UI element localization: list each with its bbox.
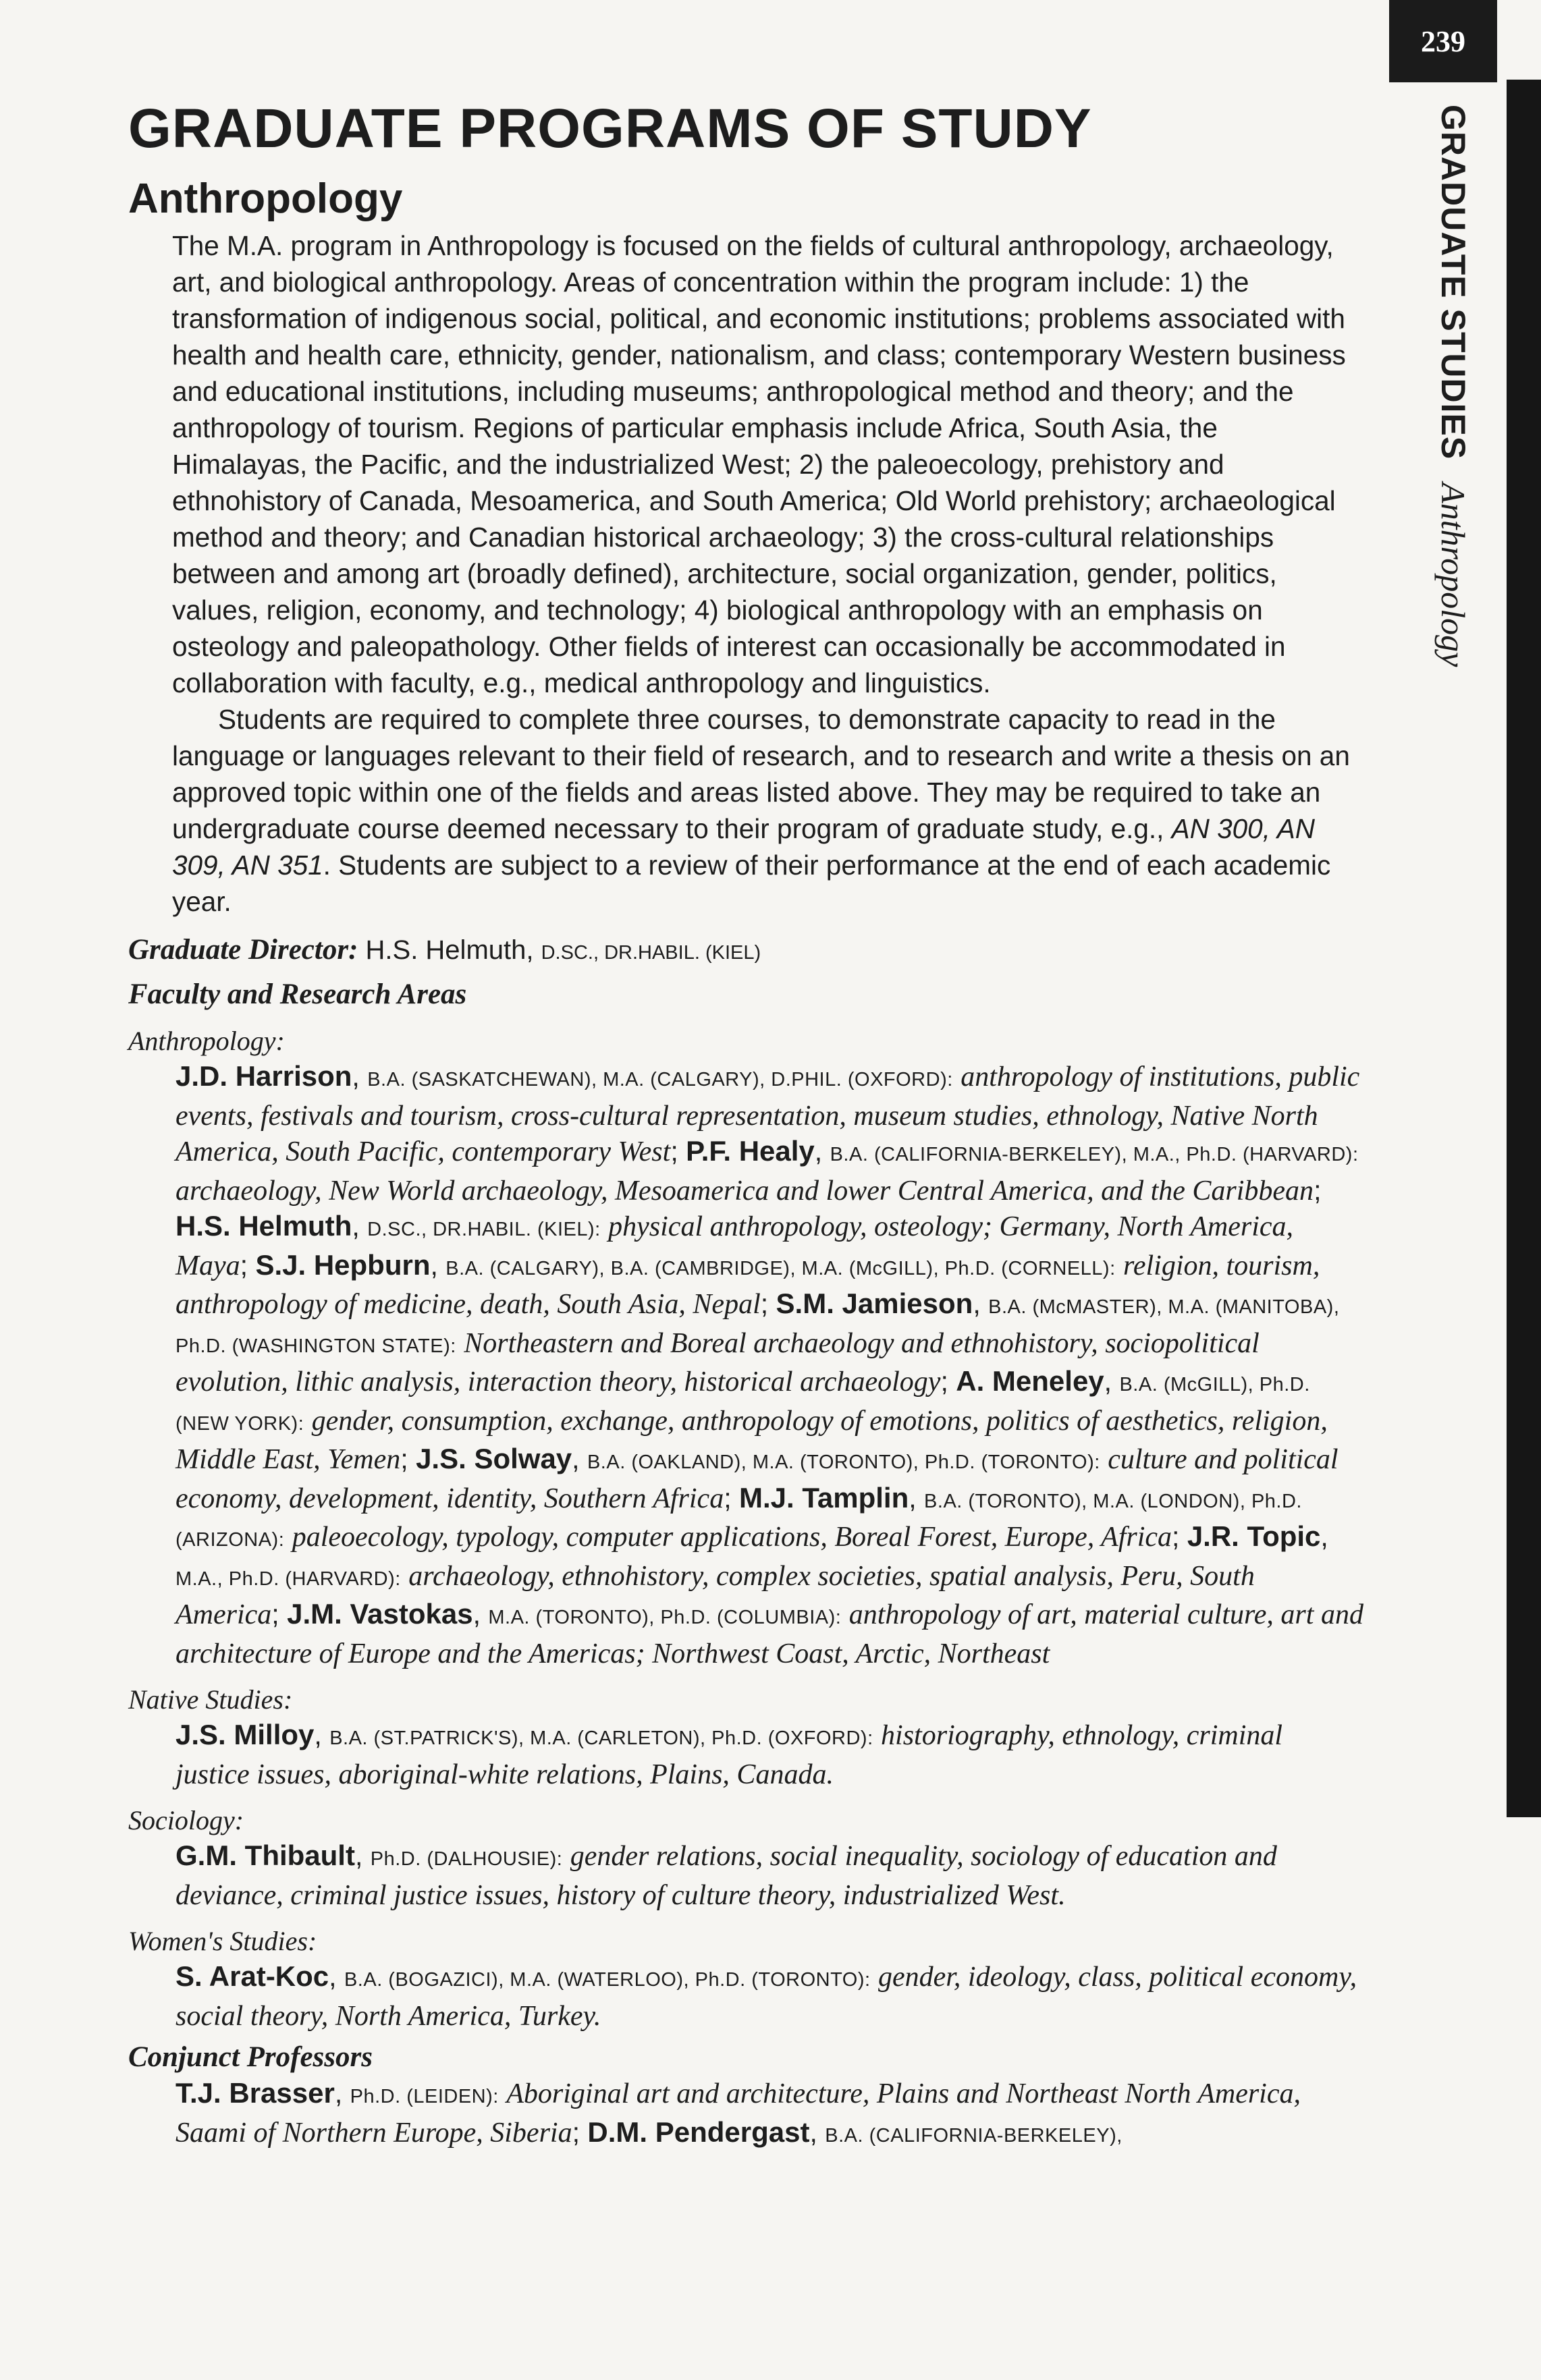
faculty-degrees: B.A. (BOGAZICI), M.A. (WATERLOO), Ph.D. (TORONTO): <box>344 1969 871 1991</box>
faculty-research-areas: physical anthropology, osteology; Germany, North America, Maya <box>175 1211 1294 1281</box>
faculty-degrees: D.SC., DR.HABIL. (KIEL): <box>367 1219 601 1241</box>
faculty-heading <box>128 976 1363 1013</box>
side-tab-subsection: Anthropology <box>1434 482 1472 667</box>
faculty-group-label: Native Studies: <box>128 1684 293 1715</box>
faculty-group-members: G.M. Thibault, Ph.D. (DALHOUSIE): gender relations, social inequality, sociology of education and deviance, criminal justice issues, history of culture theory, industrialized West. <box>175 1839 1277 1911</box>
faculty-degrees: B.A. (CALIFORNIA-BERKELEY), M.A., Ph.D. (HARVARD): <box>830 1144 1359 1166</box>
faculty-groups <box>128 1024 1363 2034</box>
faculty-degrees: B.A. (ST.PATRICK'S), M.A. (CARLETON), Ph.D. (OXFORD): <box>329 1727 873 1750</box>
faculty-name: M.J. Tamplin <box>739 1481 909 1514</box>
side-tab-section: GRADUATE STUDIES <box>1434 105 1472 460</box>
faculty-group-label: Women's Studies: <box>128 1926 317 1957</box>
faculty-name: G.M. Thibault <box>175 1839 355 1872</box>
faculty-research-areas: anthropology of art, material culture, art and architecture of Europe and the Americas; Northwest Coast, Arctic, Northeast <box>175 1599 1363 1669</box>
faculty-degrees: B.A. (CALIFORNIA-BERKELEY), <box>825 2124 1123 2147</box>
faculty-name: D.M. Pendergast <box>587 2115 810 2148</box>
faculty-research-areas: gender, ideology, class, political economy, social theory, North America, Turkey. <box>175 1962 1357 2032</box>
graduate-director-name: H.S. Helmuth, <box>365 935 534 966</box>
faculty-research-areas: gender, consumption, exchange, anthropology of emotions, politics of aesthetics, religion, Middle East, Yemen <box>175 1405 1328 1476</box>
faculty-group-label: Sociology: <box>128 1805 244 1836</box>
faculty-degrees: M.A., Ph.D. (HARVARD): <box>175 1568 401 1590</box>
faculty-name: J.S. Solway <box>416 1443 572 1475</box>
faculty-degrees: B.A. (OAKLAND), M.A. (TORONTO), Ph.D. (TORONTO): <box>587 1451 1100 1474</box>
graduate-director <box>128 932 1363 971</box>
faculty-name: S.M. Jamieson <box>776 1288 973 1320</box>
side-tab-label <box>1433 105 1474 667</box>
graduate-director-degrees: D.SC., DR.HABIL. (KIEL) <box>541 942 761 964</box>
faculty-name: T.J. Brasser <box>175 2077 335 2109</box>
faculty-research-areas: archaeology, ethnohistory, complex societies, spatial analysis, Peru, South America <box>175 1560 1255 1631</box>
faculty-group-members: J.S. Milloy, B.A. (ST.PATRICK'S), M.A. (CARLETON), Ph.D. (OXFORD): historiography, ethnology, criminal justice issues, aboriginal-white relations, Plains, Canada. <box>175 1719 1283 1790</box>
faculty-research-areas: religion, tourism, anthropology of medicine, death, South Asia, Nepal <box>175 1250 1320 1321</box>
faculty-research-areas: Aboriginal art and architecture, Plains and Northeast North America, Saami of Northern Europe, Siberia <box>175 2078 1301 2149</box>
faculty-name: J.M. Vastokas <box>287 1598 473 1630</box>
conjunct-heading <box>128 2039 1363 2076</box>
faculty-degrees: B.A. (McMASTER), M.A. (MANITOBA), Ph.D. (WASHINGTON STATE): <box>175 1296 1340 1357</box>
intro-paragraph: The M.A. program in Anthropology is focused on the fields of cultural anthropology, archaeology, art, and biological anthropology. Areas of concentration within the program include: 1) the transformation of indigenous social, political, and economic institutions; problems associated with health and health care, ethnicity, gender, nationalism, and class; contemporary Western business and educational institutions, including museums; anthropological method and theory; and the anthropology of tourism. Regions of particular emphasis include Africa, South Asia, the Himalayas, the Pacific, and the industrialized West; 2) the paleoecology, prehistory and ethnohistory of Canada, Mesoamerica, and South America; Old World prehistory; archaeological method and theory; and Canadian historical archaeology; 3) the cross-cultural relationships between and among art (broadly defined), architecture, social organization, gender, politics, values, religion, economy, and technology; 4) biological anthropology with an emphasis on osteology and paleopathology. Other fields of interest can occasionally be accommodated in collaboration with faculty, e.g., medical anthropology and linguistics. <box>172 230 1346 699</box>
faculty-degrees: B.A. (CALGARY), B.A. (CAMBRIDGE), M.A. (McGILL), Ph.D. (CORNELL): <box>445 1257 1116 1279</box>
conjunct-members: T.J. Brasser, Ph.D. (LEIDEN): Aboriginal art and architecture, Plains and Northeast North America, Saami of Northern Europe, Siberia; D.M. Pendergast, B.A. (CALIFORNIA-BERKELEY), <box>175 2077 1301 2149</box>
faculty-degrees: M.A. (TORONTO), Ph.D. (COLUMBIA): <box>488 1607 842 1629</box>
faculty-research-areas: gender relations, social inequality, sociology of education and deviance, criminal justice issues, history of culture theory, industrialized West. <box>175 1841 1277 1911</box>
faculty-name: S.J. Hepburn <box>255 1248 431 1281</box>
faculty-degrees: B.A. (SASKATCHEWAN), M.A. (CALGARY), D.PHIL. (OXFORD): <box>367 1069 953 1091</box>
faculty-name: J.D. Harrison <box>175 1060 352 1092</box>
requirements-paragraph <box>172 701 1360 920</box>
requirements-text-after: . Students are subject to a review of their performance at the end of each academic year. <box>172 850 1331 918</box>
faculty-group-members: J.D. Harrison, B.A. (SASKATCHEWAN), M.A. (CALGARY), D.PHIL. (OXFORD): anthropology of institutions, public events, festivals and tourism, cross-cultural representation, museum studies, ethnology, Native North America, South Pacific, contemporary West; P.F. Healy, B.A. (CALIFORNIA-BERKELEY), M.A., Ph.D. (HARVARD): archaeology, New World archaeology, Mesoamerica and lower Central America, and the Caribbean; H.S. Helmuth, D.SC., DR.HABIL. (KIEL): physical anthropology, osteology; Germany, North America, Maya; S.J. Hepburn, B.A. (CALGARY), B.A. (CAMBRIDGE), M.A. (McGILL), Ph.D. (CORNELL): religion, tourism, anthropology of medicine, death, South Asia, Nepal; S.M. Jamieson, B.A. (McMASTER), M.A. (MANITOBA), Ph.D. (WASHINGTON STATE): Northeastern and Boreal archaeology and ethnohistory, sociopolitical evolution, lithic analysis, interaction theory, historical archaeology; A. Meneley, B.A. (McGILL), Ph.D. (NEW YORK): gender, consumption, exchange, anthropology of emotions, politics of aesthetics, religion, Middle East, Yemen; J.S. Solway, B.A. (OAKLAND), M.A. (TORONTO), Ph.D. (TORONTO): culture and political economy, development, identity, Southern Africa; M.J. Tamplin, B.A. (TORONTO), M.A. (LONDON), Ph.D. (ARIZONA): paleoecology, typology, computer applications, Boreal Forest, Europe, Africa; J.R. Topic, M.A., Ph.D. (HARVARD): archaeology, ethnohistory, complex societies, spatial analysis, Peru, South America; J.M. Vastokas, M.A. (TORONTO), Ph.D. (COLUMBIA): anthropology of art, material culture, art and architecture of Europe and the Americas; Northwest Coast, Arctic, Northeast <box>175 1060 1363 1669</box>
requirements-courses: AN 300, AN 309, AN 351 <box>172 813 1315 881</box>
faculty-name: J.R. Topic <box>1187 1520 1321 1553</box>
faculty-degrees: Ph.D. (DALHOUSIE): <box>370 1848 563 1871</box>
faculty-group-members: S. Arat-Koc, B.A. (BOGAZICI), M.A. (WATERLOO), Ph.D. (TORONTO): gender, ideology, class, political economy, social theory, North America, Turkey. <box>175 1960 1357 2032</box>
faculty-research-areas: culture and political economy, development, identity, Southern Africa <box>175 1444 1339 1514</box>
faculty-name: A. Meneley <box>956 1365 1104 1397</box>
faculty-name: S. Arat-Koc <box>175 1960 329 1993</box>
section-title: Anthropology <box>128 175 403 222</box>
faculty-name: J.S. Milloy <box>175 1719 315 1751</box>
faculty-heading-text: Faculty and Research Areas <box>128 978 467 1011</box>
faculty-group-label: Anthropology: <box>128 1026 285 1057</box>
faculty-research-areas: historiography, ethnology, criminal justice issues, aboriginal-white relations, Plains, Canada. <box>175 1720 1283 1790</box>
requirements-text-before: Students are required to complete three courses, to demonstrate capacity to read in the language or languages relevant to their field of research, and to research and write a thesis on an approved topic within one of the fields and areas listed above. They may be required to take an undergraduate course deemed necessary to their program of graduate study, e.g., <box>172 704 1350 845</box>
program-description <box>172 227 1360 920</box>
page-title: GRADUATE PROGRAMS OF STUDY <box>128 98 1092 159</box>
graduate-director-label: Graduate Director: <box>128 934 358 966</box>
faculty-name: P.F. Healy <box>686 1135 815 1167</box>
side-tab-bar <box>1507 80 1541 1817</box>
faculty-degrees: Ph.D. (LEIDEN): <box>350 2086 499 2108</box>
page-content <box>128 98 1363 2153</box>
faculty-degrees: B.A. (McGILL), Ph.D. (NEW YORK): <box>175 1374 1310 1435</box>
faculty-research-areas: anthropology of institutions, public events, festivals and tourism, cross-cultural representation, museum studies, ethnology, Native North America, South Pacific, contemporary West <box>175 1061 1360 1168</box>
faculty-name: H.S. Helmuth <box>175 1210 352 1242</box>
page-number: 239 <box>1389 0 1497 82</box>
faculty-degrees: B.A. (TORONTO), M.A. (LONDON), Ph.D. (ARIZONA): <box>175 1490 1302 1551</box>
faculty-research-areas: paleoecology, typology, computer applications, Boreal Forest, Europe, Africa <box>292 1522 1172 1553</box>
faculty-research-areas: archaeology, New World archaeology, Mesoamerica and lower Central America, and the Caribbean <box>175 1175 1314 1207</box>
faculty-research-areas: Northeastern and Boreal archaeology and ethnohistory, sociopolitical evolution, lithic analysis, interaction theory, historical archaeology <box>175 1327 1260 1398</box>
conjunct-heading-text: Conjunct Professors <box>128 2041 373 2074</box>
